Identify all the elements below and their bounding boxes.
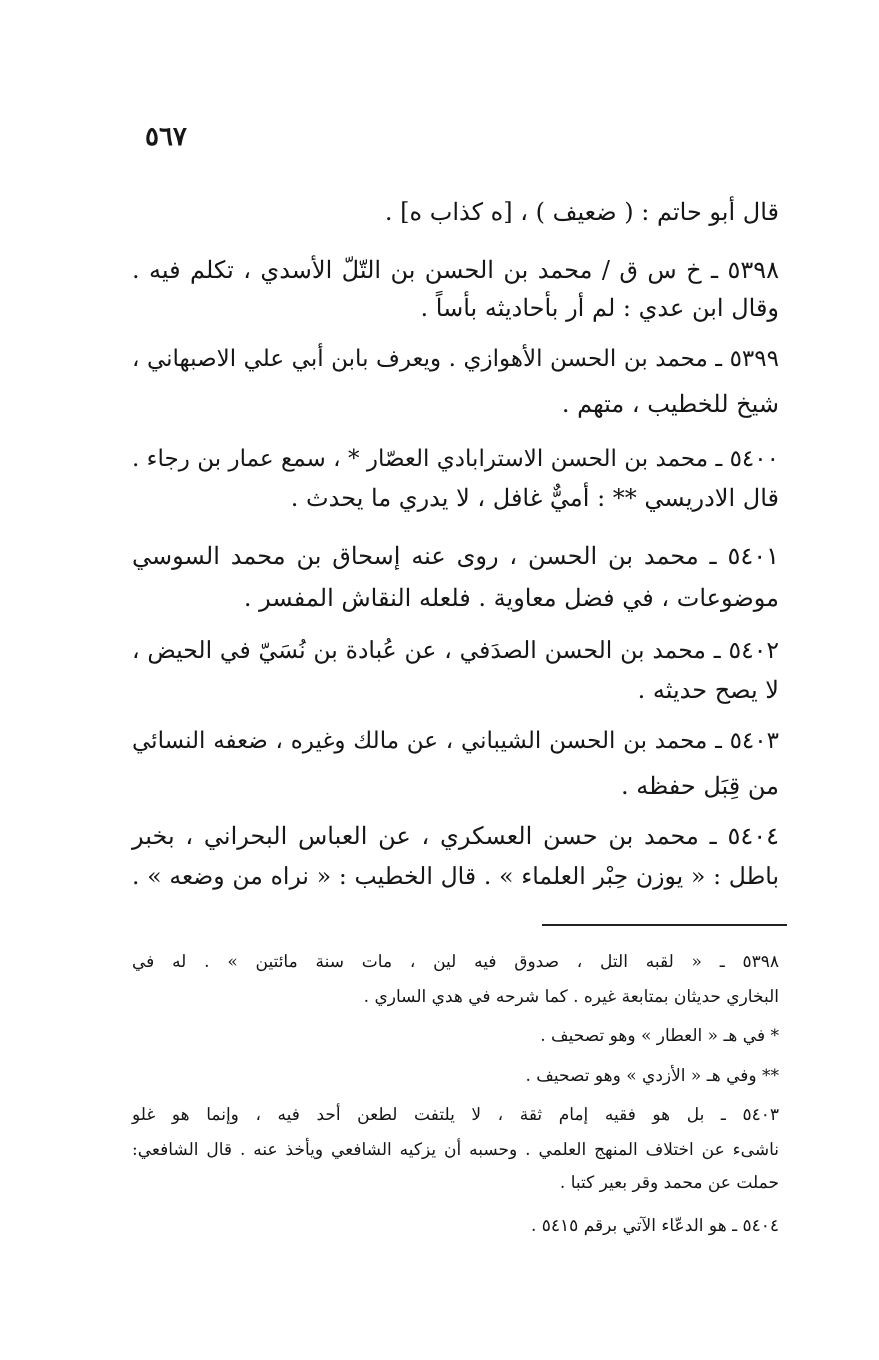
footnote-5403-line-2: ناشىء عن اختلاف المنهج العلمي . وحسبه أن يزكيه الشافعي ويأخذ عنه . قال الشافعي: — [132, 1140, 779, 1160]
entry-5398-line-2: وقال ابن عدي : لم أر بأحاديثه بأساً . — [420, 294, 779, 322]
entry-5401-line-1: ٥٤٠١ ـ محمد بن الحسن ، روى عنه إسحاق بن محمد السوسي — [132, 542, 779, 570]
entry-5400-line-1: ٥٤٠٠ ـ محمد بن الحسن الاسترابادي العصّار * ، سمع عمار بن رجاء . — [132, 446, 779, 472]
entry-5404-line-1: ٥٤٠٤ ـ محمد بن حسن العسكري ، عن العباس البحراني ، بخبر — [132, 822, 779, 850]
footnote-5398-line-1: ٥٣٩٨ ـ « لقبه التل ، صدوق فيه لين ، مات سنة مائتين » . له في — [132, 952, 779, 972]
footnote-5403-line-1: ٥٤٠٣ ـ بل هو فقيه إمام ثقة ، لا يلتفت لطعن أحد فيه ، وإنما هو غلو — [132, 1105, 779, 1125]
text-line: قال أبو حاتم : ( ضعيف ) ، [ه كذاب ه] . — [384, 198, 779, 226]
footnote-star-2: ** وفي هـ « الأزدي » وهو تصحيف . — [525, 1066, 779, 1086]
entry-5402-line-2: لا يصح حديثه . — [637, 676, 779, 704]
entry-5403-line-2: من قِبَل حفظه . — [620, 772, 779, 800]
footnote-divider — [542, 924, 787, 926]
entry-5402-line-1: ٥٤٠٢ ـ محمد بن الحسن الصدَفي ، عن عُبادة بن نُسَيّ في الحيض ، — [132, 636, 779, 664]
footnote-5398-line-2: البخاري حديثان بمتابعة غيره . كما شرحه في هدي الساري . — [363, 987, 779, 1007]
footnote-5404: ٥٤٠٤ ـ هو الدعّاء الآتي برقم ٥٤١٥ . — [530, 1216, 779, 1236]
footnote-5403-line-3: حملت عن محمد وقر بعير كتبا . — [559, 1173, 779, 1193]
entry-5399-line-2: شيخ للخطيب ، متهم . — [561, 390, 779, 418]
entry-5401-line-2: موضوعات ، في فضل معاوية . فلعله النقاش المفسر . — [243, 584, 779, 612]
entry-5404-line-2: باطل : « يوزن حِبْر العلماء » . قال الخطيب : « نراه من وضعه » . — [132, 862, 779, 890]
entry-5403-line-1: ٥٤٠٣ ـ محمد بن الحسن الشيباني ، عن مالك وغيره ، ضعفه النسائي — [132, 728, 779, 754]
entry-5399-line-1: ٥٣٩٩ ـ محمد بن الحسن الأهوازي . ويعرف بابن أبي علي الاصبهاني ، — [132, 346, 779, 372]
page-number: ٥٦٧ — [145, 122, 187, 152]
footnote-star-1: * في هـ « العطار » وهو تصحيف . — [540, 1026, 779, 1046]
entry-5400-line-2: قال الادريسي ** : أميٌّ غافل ، لا يدري ما يحدث . — [290, 484, 779, 512]
entry-5398-line-1: ٥٣٩٨ ـ خ س ق / محمد بن الحسن بن التّلّ الأسدي ، تكلم فيه . — [132, 256, 779, 284]
